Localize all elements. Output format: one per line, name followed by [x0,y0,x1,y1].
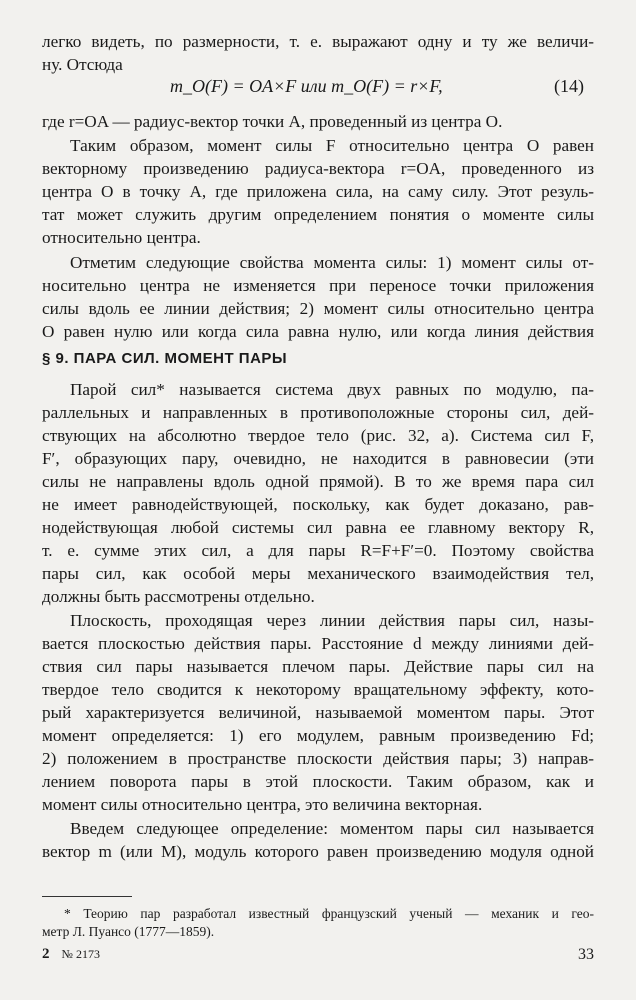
text-line: раллельных и направленных в противоположные стороны сил, дей- [42,403,594,422]
footnote-separator [42,896,132,897]
text-line: Плоскость, проходящая через линии действия пары сил, назы- [70,611,594,630]
text-line: твердое тело сводится к некоторому вращательному эффекту, кото- [42,680,594,699]
text-line: 2) положением в пространстве плоскости действия пары; 3) направ- [42,749,594,768]
text-line: F′, образующих пару, очевидно, не находится в равновесии (эти [42,449,594,468]
text-line: тат может служить другим определением понятия о моменте силы [42,205,594,224]
text-line: вается плоскостью действия пары. Расстояние d между линиями дей- [42,634,594,653]
text-line: O равен нулю или когда сила равна нулю, или когда линия действия [42,322,594,341]
text-line: Отметим следующие свойства момента силы: 1) момент силы от- [70,253,594,272]
text-line: векторному произведению радиуса-вектора r=OA, проведенного из [42,159,594,178]
text-line: силы вдоль ее линии действия; 2) момент силы относительно центра [42,299,594,318]
text-line: должны быть рассмотрены отдельно. [42,587,315,606]
footnote-line: * Теорию пар разработал известный французский ученый — механик и гео- [64,906,594,921]
text-line: носительно центра не изменяется при переносе точки приложения [42,276,594,295]
text-line: т. е. сумме этих сил, а для пары R=F+F′=0. Поэтому свойства [42,541,594,560]
text-line: вектор m (или M), модуль которого равен произведению модуля одной [42,842,594,861]
text-line: не имеет равнодействующей, поскольку, как будет доказано, рав- [42,495,594,514]
page-number: 33 [578,946,594,963]
text-line: относительно центра. [42,228,201,247]
text-line: силы не направлены вдоль одной прямой). В то же время пара сил [42,472,594,491]
printer-signature [42,943,100,966]
signature-mark: 2 [42,946,50,962]
text-line: Парой сил* называется система двух равных по модулю, па- [70,380,594,399]
section-heading: § 9. ПАРА СИЛ. МОМЕНТ ПАРЫ [42,350,288,367]
text-line: центра O в точку A, где приложена сила, на саму силу. Этот резуль- [42,182,594,201]
text-line: момент определяется: 1) его модулем, равным произведению Fd; [42,726,594,745]
text-line: где r=OA — радиус-вектор точки A, проведенный из центра O. [42,112,503,131]
text-line: рый характеризуется величиной, называемой моментом пары. Этот [42,703,594,722]
text-line: момент силы относительно центра, это величина векторная. [42,795,483,814]
text-line: легко видеть, по размерности, т. е. выражают одну и ту же величи- [42,32,594,51]
text-line: ствующих на абсолютно твердое тело (рис. 32, а). Система сил F, [42,426,594,445]
text-line: Таким образом, момент силы F относительно центра O равен [70,136,594,155]
text-line: ну. Отсюда [42,55,123,74]
footnote-line: метр Л. Пуансо (1777—1859). [42,924,215,939]
text-line: нодействующая любой системы сил равна ее главному вектору R, [42,518,594,537]
formula-14: m_O(F) = OA×F или m_O(F) = r×F, [170,76,443,96]
formula-number: (14) [554,76,584,96]
signature-number: № 2173 [61,947,100,961]
text-line: пары сил, как особой меры механического взаимодействия тел, [42,564,594,583]
text-line: лением поворота пары в этой плоскости. Таким образом, как и [42,772,594,791]
text-line: Введем следующее определение: моментом пары сил называется [70,819,594,838]
text-line: ствия сил пары называется плечом пары. Действие пары сил на [42,657,594,676]
